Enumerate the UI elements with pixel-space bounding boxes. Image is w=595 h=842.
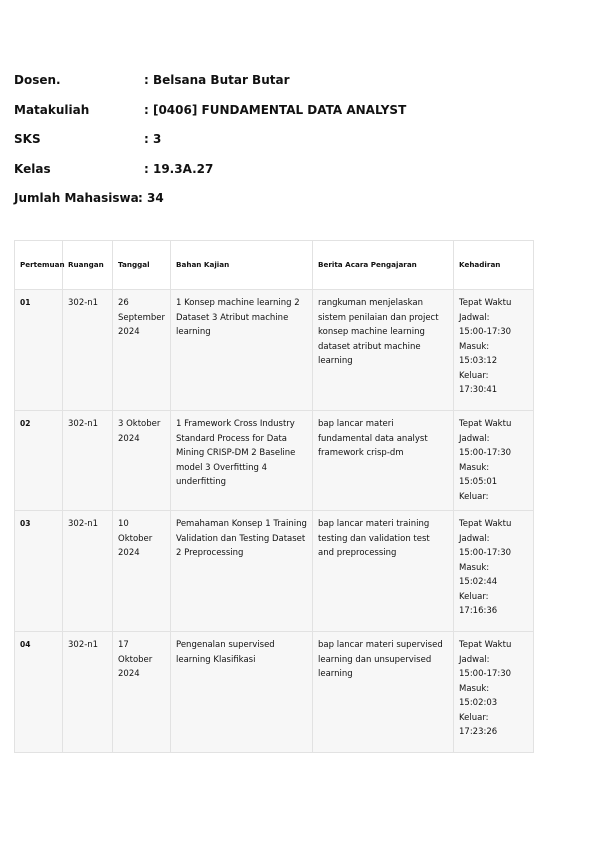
kehadiran-keluar-value: 17:23:26 xyxy=(459,727,498,737)
cell-bahan: Pemahaman Konsep 1 Training Validation dan Testing Dataset 2 Preprocessing xyxy=(171,511,313,632)
kelas-value: : 19.3A.27 xyxy=(144,161,214,176)
col-header-berita: Berita Acara Pengajaran xyxy=(313,241,454,290)
cell-ruangan: 302-n1 xyxy=(63,411,113,511)
cell-bahan: Pengenalan supervised learning Klasifikasi xyxy=(171,632,313,753)
table-header-row xyxy=(15,241,534,290)
kehadiran-jadwal-value: 15:00-17:30 xyxy=(459,448,512,458)
cell-kehadiran xyxy=(454,511,534,632)
dosen-label: Dosen. xyxy=(14,73,61,87)
kehadiran-jadwal-value: 15:00-17:30 xyxy=(459,327,512,337)
cell-pertemuan: 02 xyxy=(15,411,63,511)
cell-tanggal: 26 September 2024 xyxy=(113,290,171,411)
table-row xyxy=(15,411,534,511)
table-row xyxy=(15,290,534,411)
kehadiran-masuk-value: 15:05:01 xyxy=(459,477,498,487)
cell-berita: rangkuman menjelaskan sistem penilaian dan project konsep machine learning dataset atribut machine learning xyxy=(313,290,454,411)
kehadiran-keluar-label: Keluar: xyxy=(459,712,489,723)
cell-tanggal: 10 Oktober 2024 xyxy=(113,511,171,632)
cell-bahan: 1 Framework Cross Industry Standard Process for Data Mining CRISP-DM 2 Baseline model 3 Overfitting 4 underfitting xyxy=(171,411,313,511)
kehadiran-jadwal-label: Jadwal: xyxy=(459,433,490,444)
kehadiran-keluar-label: Keluar: xyxy=(459,591,489,602)
cell-berita: bap lancar materi fundamental data analyst framework crisp-dm xyxy=(313,411,454,511)
kehadiran-jadwal-value: 15:00-17:30 xyxy=(459,669,512,679)
cell-tanggal: 17 Oktober 2024 xyxy=(113,632,171,753)
cell-berita: bap lancar materi supervised learning dan unsupervised learning xyxy=(313,632,454,753)
cell-pertemuan: 01 xyxy=(15,290,63,411)
kehadiran-jadwal-label: Jadwal: xyxy=(459,312,490,323)
cell-tanggal: 3 Oktober 2024 xyxy=(113,411,171,511)
jumlah-label: Jumlah Mahasiswa xyxy=(14,191,139,205)
kehadiran-keluar-label: Keluar: xyxy=(459,491,489,502)
kehadiran-keluar-value: 17:16:36 xyxy=(459,606,498,616)
kehadiran-status: Tepat Waktu xyxy=(459,519,512,529)
kehadiran-status: Tepat Waktu xyxy=(459,640,512,650)
kehadiran-masuk-value: 15:02:03 xyxy=(459,698,498,708)
kehadiran-keluar-label: Keluar: xyxy=(459,370,489,381)
matakuliah-label: Matakuliah xyxy=(14,102,90,117)
kehadiran-masuk-label: Masuk: xyxy=(459,462,490,473)
cell-ruangan: 302-n1 xyxy=(63,632,113,753)
cell-kehadiran xyxy=(454,411,534,511)
table-row xyxy=(15,511,534,632)
kehadiran-masuk-value: 15:02:44 xyxy=(459,577,498,587)
matakuliah-value: : [0406] FUNDAMENTAL DATA ANALYST xyxy=(144,102,407,117)
kelas-label: Kelas xyxy=(14,161,51,176)
kehadiran-keluar-value: 17:30:41 xyxy=(459,385,498,395)
sks-value: : 3 xyxy=(144,132,162,146)
kehadiran-jadwal-label: Jadwal: xyxy=(459,533,490,544)
col-header-tanggal: Tanggal xyxy=(113,241,171,290)
attendance-table xyxy=(14,240,534,753)
kehadiran-masuk-value: 15:03:12 xyxy=(459,356,498,366)
cell-kehadiran xyxy=(454,632,534,753)
table-row xyxy=(15,632,534,753)
kehadiran-masuk-label: Masuk: xyxy=(459,341,490,352)
cell-pertemuan: 04 xyxy=(15,632,63,753)
sks-label: SKS xyxy=(14,132,41,146)
col-header-pertemuan: Pertemuan xyxy=(15,241,63,290)
kehadiran-status: Tepat Waktu xyxy=(459,419,512,429)
cell-pertemuan: 03 xyxy=(15,511,63,632)
kehadiran-masuk-label: Masuk: xyxy=(459,683,490,694)
cell-berita: bap lancar materi training testing dan validation test and preprocessing xyxy=(313,511,454,632)
kehadiran-masuk-label: Masuk: xyxy=(459,562,490,573)
cell-kehadiran xyxy=(454,290,534,411)
kehadiran-status: Tepat Waktu xyxy=(459,298,512,308)
col-header-bahan: Bahan Kajian xyxy=(171,241,313,290)
col-header-kehadiran: Kehadiran xyxy=(454,241,534,290)
dosen-value: : Belsana Butar Butar xyxy=(144,73,290,87)
cell-ruangan: 302-n1 xyxy=(63,290,113,411)
cell-bahan: 1 Konsep machine learning 2 Dataset 3 Atribut machine learning xyxy=(171,290,313,411)
jumlah-value: : 34 xyxy=(138,191,164,205)
kehadiran-jadwal-label: Jadwal: xyxy=(459,654,490,665)
kehadiran-jadwal-value: 15:00-17:30 xyxy=(459,548,512,558)
col-header-ruangan: Ruangan xyxy=(63,241,113,290)
cell-ruangan: 302-n1 xyxy=(63,511,113,632)
